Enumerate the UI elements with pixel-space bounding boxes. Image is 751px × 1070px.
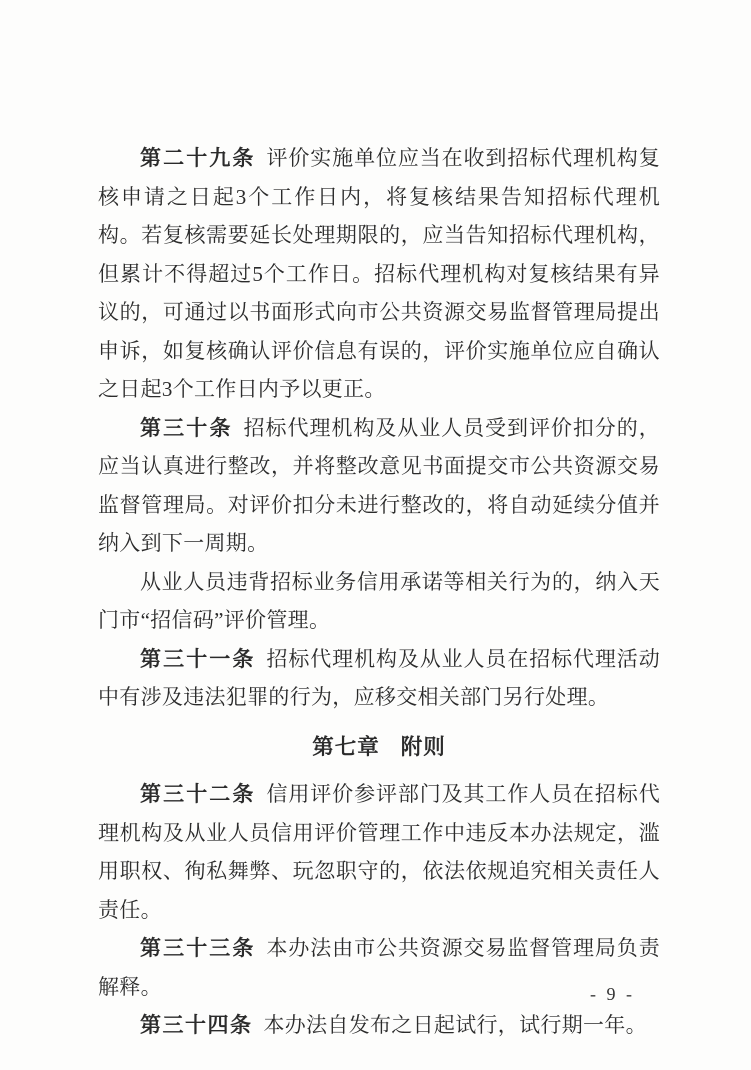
page-number: - 9 - bbox=[590, 984, 635, 1004]
article-31-paragraph bbox=[98, 640, 660, 717]
chapter-7-label: 第七章 bbox=[312, 734, 380, 759]
article-34-number: 第三十四条 bbox=[140, 1013, 253, 1037]
article-30-subparagraph-text: 从业人员违背招标业务信用承诺等相关行为的，纳入天门市“招信码”评价管理。 bbox=[98, 569, 660, 632]
article-32-paragraph bbox=[98, 775, 660, 929]
article-30-paragraph bbox=[98, 409, 660, 563]
article-29-number: 第二十九条 bbox=[140, 146, 256, 170]
article-30-number: 第三十条 bbox=[140, 415, 233, 440]
article-33-text: 本办法由市公共资源交易监督管理局负责解释。 bbox=[98, 936, 661, 999]
article-33-number: 第三十三条 bbox=[140, 936, 256, 960]
article-30-subparagraph bbox=[98, 563, 660, 640]
article-30-text: 招标代理机构及从业人员受到评价扣分的，应当认真进行整改，并将整改意见书面提交市公共资源交易监督管理局。对评价扣分未进行整改的，将自动延续分值并纳入到下一周期。 bbox=[98, 415, 661, 555]
article-31-number: 第三十一条 bbox=[140, 646, 256, 671]
chapter-7-title: 附则 bbox=[400, 734, 446, 759]
article-32-number: 第三十二条 bbox=[140, 782, 256, 806]
article-29-text: 评价实施单位应当在收到招标代理机构复核申请之日起3个工作日内，将复核结果告知招标代理机构。若复核需要延长处理期限的，应当告知招标代理机构，但累计不得超过5个工作日。招标代理机构对复核结果有异议的，可通过以书面形式向市公共资源交易监督管理局提出申诉，如复核确认评价信息有误的，评价实施单位应自确认之日起3个工作日内予以更正。 bbox=[98, 146, 661, 401]
article-31-text: 招标代理机构及从业人员在招标代理活动中有涉及违法犯罪的行为，应移交相关部门另行处理。 bbox=[98, 646, 661, 709]
article-32-text: 信用评价参评部门及其工作人员在招标代理机构及从业人员信用评价管理工作中违反本办法规定，滥用职权、徇私舞弊、玩忽职守的，依法依规追究相关责任人责任。 bbox=[98, 782, 661, 922]
article-34-text: 本办法自发布之日起试行，试行期一年。 bbox=[263, 1013, 647, 1037]
article-34-paragraph bbox=[98, 1006, 660, 1045]
article-33-paragraph bbox=[98, 929, 660, 1006]
article-29-paragraph bbox=[98, 139, 660, 409]
chapter-7-heading bbox=[98, 728, 660, 767]
document-body bbox=[98, 139, 660, 1045]
